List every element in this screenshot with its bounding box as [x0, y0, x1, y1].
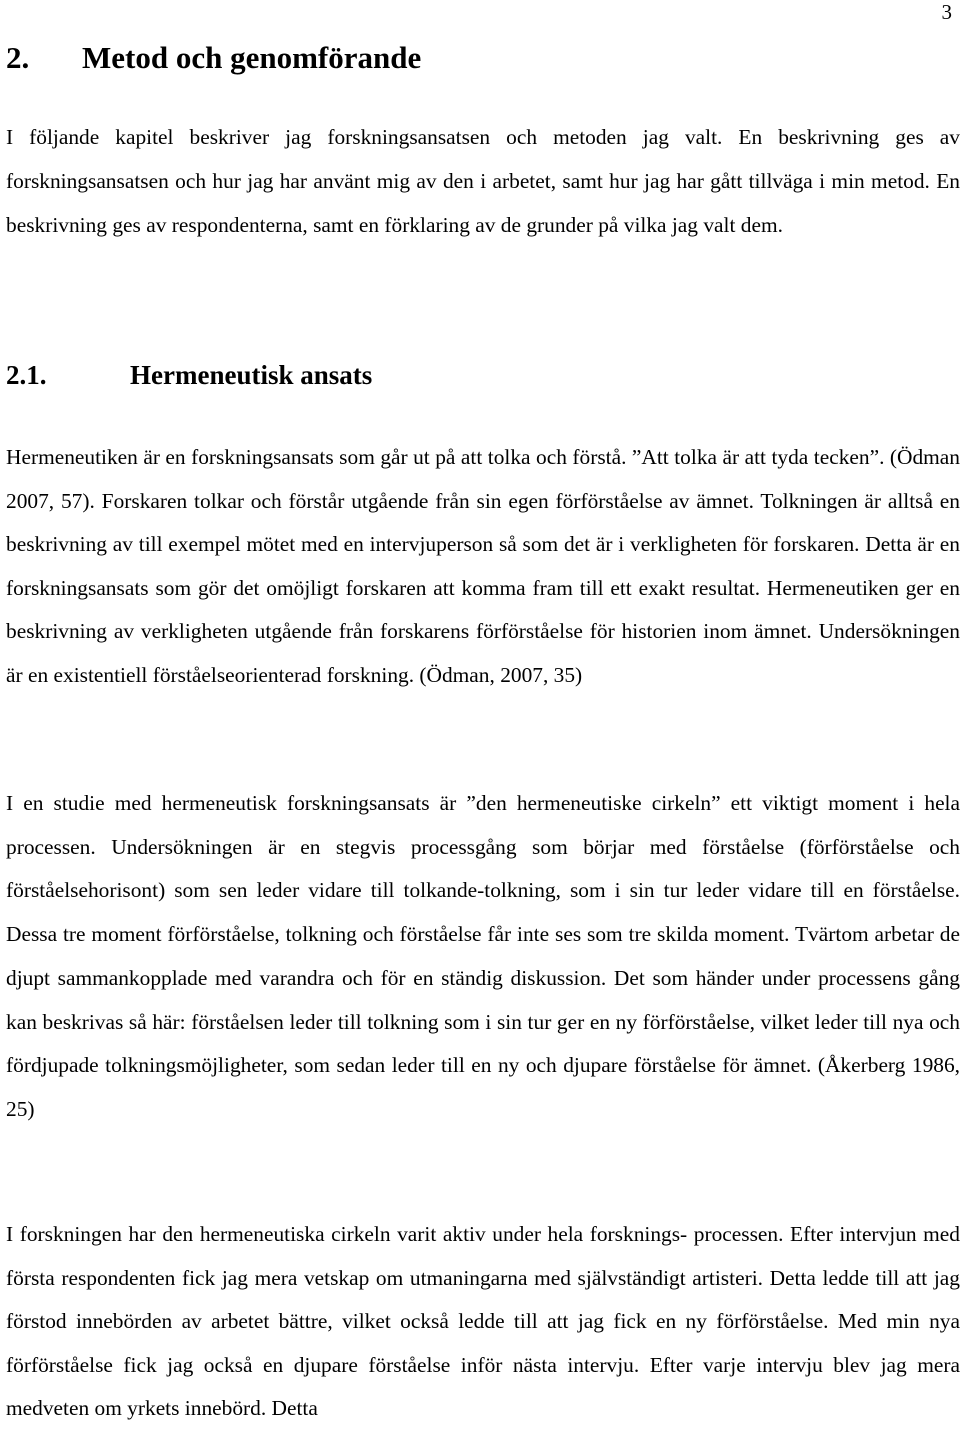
body-paragraph: Hermeneutiken är en forskningsansats som går ut på att tolka och förstå. ”Att tolka är att tyda tecken”. (Ödman 2007, 57). Forskaren tolkar och förstår utgående från sin egen förförståelse av ämnet. Tolkningen är alltså en beskrivning av till exempel mötet med en intervjuperson så som det är i verkligheten för forskaren. Detta är en forskningsansats som gör det omöjligt forskaren att komma fram till ett exakt resultat. Hermeneutiken ger en beskrivning av verkligheten utgående från forskarens förförståelse för historien inom ämnet. Undersökningen är en existentiell förståelseorienterad forskning. (Ödman, 2007, 35)	[6, 445, 960, 687]
section-heading	[6, 40, 421, 76]
body-paragraph: I en studie med hermeneutisk forskningsansats är ”den hermeneutiske cirkeln” ett viktigt moment i hela processen. Undersökningen är en stegvis processgång som börjar med förståelse (förförståelse och förståelsehorisont) som sen leder vidare till tolkande-tolkning, som i sin tur leder vidare till en förståelse. Dessa tre moment förförståelse, tolkning och förståelse får inte ses som tre skilda moment. Tvärtom arbetar de djupt sammankopplade med varandra och för en ständig diskussion. Det som händer under processens gång kan beskrivas så här: förståelsen leder till tolkning som i sin tur ger en ny förförståelse, vilket leder till nya och fördjupade tolkningsmöjligheter, som sedan leder till en ny och djupare förståelse för ämnet. (Åkerberg 1986, 25)	[6, 791, 960, 1121]
subsection-title: Hermeneutisk ansats	[130, 360, 373, 390]
section-number: 2.	[6, 40, 30, 75]
section-title: Metod och genomförande	[82, 40, 422, 75]
page-number: 3	[941, 0, 952, 24]
subsection-number: 2.1.	[6, 360, 47, 390]
body-paragraph: I forskningen har den hermeneutiska cirkeln varit aktiv under hela forsknings- processen. Efter intervjun med första respondenten fick jag mera vetskap om utmaningarna med självständigt artisteri. Detta ledde till att jag förstod innebörden av arbetet bättre, vilket också ledde till att jag fick en ny förförståelse. Med min nya förförståelse fick jag också en djupare förståelse inför nästa intervju. Efter varje intervju blev jag mera medveten om yrkets innebörd. Detta	[6, 1222, 960, 1420]
section-intro-paragraph: I följande kapitel beskriver jag forskningsansatsen och metoden jag valt. En beskrivning ges av forskningsansatsen och hur jag har använt mig av den i arbetet, samt hur jag har gått tillväga i min metod. En beskrivning ges av respondenterna, samt en förklaring av de grunder på vilka jag valt dem.	[6, 125, 960, 237]
subsection-heading	[6, 360, 372, 391]
